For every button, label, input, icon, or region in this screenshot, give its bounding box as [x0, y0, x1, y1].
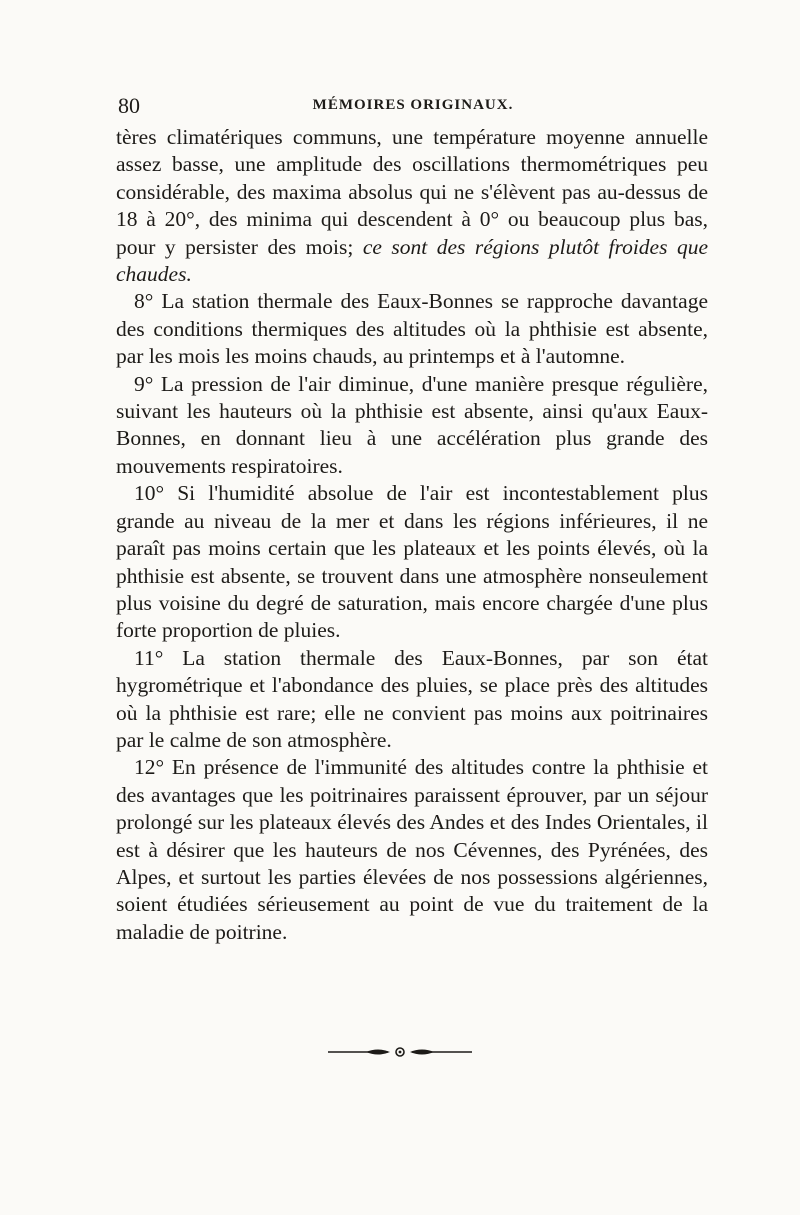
running-title: MÉMOIRES ORIGINAUX. — [312, 97, 514, 113]
italic-conclusion: ce sont des régions plutôt froides que chaudes. — [116, 234, 708, 287]
paragraph-text: tères climatériques communs, une température moyenne annuelle assez basse, une amplitude des oscillations thermométriques peu considérable, des maxima absolus qui ne s'élèvent pas au-dessus de 18 à 20°, des minima qui descendent à 0° ou beaucoup plus bas, pour y persister des mois; — [116, 125, 708, 259]
page-number: 80 — [118, 93, 140, 118]
paragraph-9: 9° La pression de l'air diminue, d'une manière presque régulière, suivant les hauteurs où la phthisie est absente, ainsi qu'aux Eaux-Bonnes, en donnant lieu à une accélération plus grande des mouvements respiratoires. — [116, 371, 708, 478]
paragraph-8: 8° La station thermale des Eaux-Bonnes se rapproche davantage des conditions thermiques des altitudes où la phthisie est absente, par les mois les moins chauds, au printemps et à l'automne. — [116, 289, 708, 369]
paragraph-11: 11° La station thermale des Eaux-Bonnes, par son état hygrométrique et l'abondance des pluies, se place près des altitudes où la phthisie est rare; elle ne convient pas moins aux poitrinaires par le calme de son atmosphère. — [116, 645, 708, 752]
paragraph-continuation — [116, 124, 708, 288]
page-header — [118, 93, 708, 123]
body-text — [116, 124, 708, 946]
paragraph-12: 12° En présence de l'immunité des altitudes contre la phthisie et des avantages que les poitrinaires paraissent éprouver, par un séjour prolongé sur les plateaux élevés des Andes et des Indes Orientales, il est à désirer que les hauteurs de nos Cévennes, des Pyrénées, des Alpes, et surtout les parties élevées de nos possessions algériennes, soient étudiées sérieusement au point de vue du traitement de la maladie de poitrine. — [116, 755, 708, 944]
paragraph-10: 10° Si l'humidité absolue de l'air est incontestablement plus grande au niveau de la mer et dans les régions inférieures, il ne paraît pas moins certain que les plateaux et les points élevés, où la phthisie est absente, se trouvent dans une atmosphère nonseulement plus voisine du degré de saturation, mais encore chargée d'une plus forte proportion de pluies. — [116, 481, 708, 643]
end-ornament-divider — [326, 1046, 474, 1058]
